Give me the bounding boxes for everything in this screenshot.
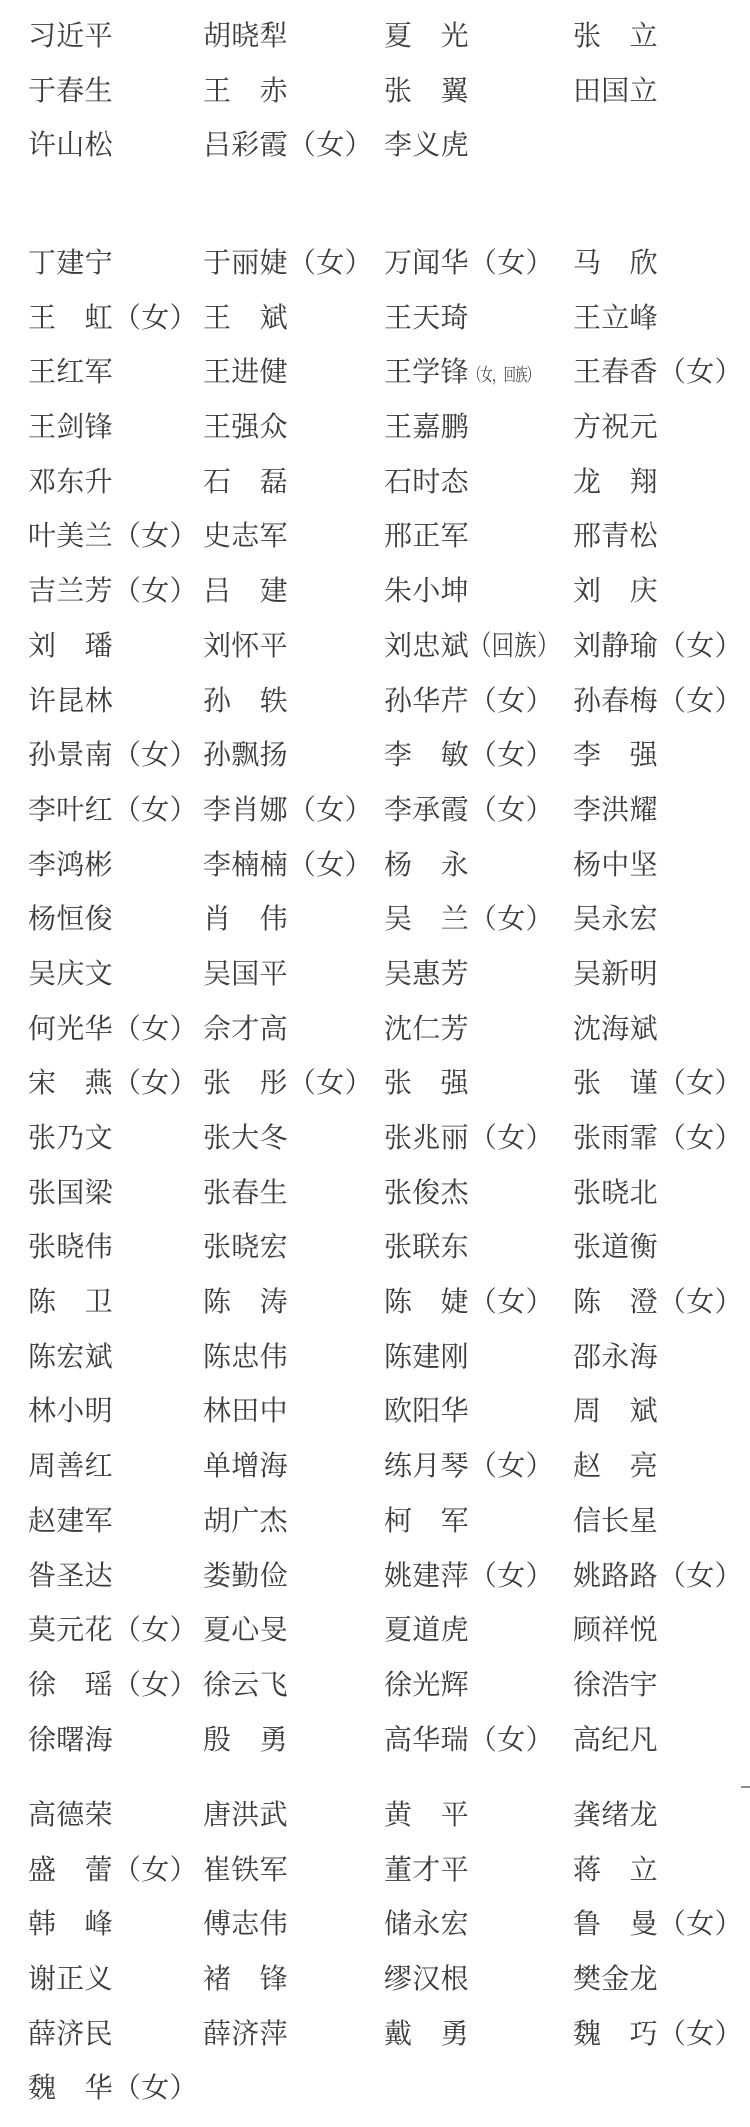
name-cell: 王进健 — [203, 357, 288, 389]
name-cell: 昝圣达 — [28, 1560, 113, 1592]
name-cell: 王立峰 — [573, 302, 658, 334]
name-cell: 佘才高 — [203, 1013, 288, 1045]
name-cell: 傅志伟 — [203, 1909, 288, 1941]
name-row — [0, 1724, 750, 1779]
name-row — [0, 630, 750, 685]
name-cell: 张 翼 — [384, 75, 469, 107]
name-cell: 陈 澄（女） — [573, 1287, 743, 1319]
name-cell: 陈宏斌 — [28, 1341, 113, 1373]
name-cell: 顾祥悦 — [573, 1615, 658, 1647]
name-cell: 胡晓犁 — [203, 21, 288, 52]
name-cell: 樊金龙 — [573, 1964, 658, 1996]
name-row — [0, 794, 750, 849]
name-row — [0, 2072, 750, 2127]
name-cell: 王天琦 — [384, 302, 469, 334]
name-cell: 宋 燕（女） — [28, 1068, 198, 1100]
name-row — [0, 1908, 750, 1963]
name-cell: 张乃文 — [28, 1123, 113, 1154]
name-row — [0, 2018, 750, 2073]
name-cell: 陈忠伟 — [203, 1341, 288, 1373]
name-cell: 吉兰芳（女） — [28, 576, 198, 608]
name-row — [0, 903, 750, 958]
name-cell: 王春香（女） — [573, 357, 743, 389]
name-cell: 夏心旻 — [203, 1615, 288, 1647]
name-cell: 陈 涛 — [203, 1287, 288, 1319]
name-cell: 徐浩宇 — [573, 1669, 658, 1701]
name-cell: 于丽婕（女） — [203, 248, 373, 279]
name-cell: 夏道虎 — [384, 1615, 469, 1647]
name-cell — [384, 630, 582, 663]
name-row — [0, 1560, 750, 1615]
scan-artifact — [741, 1786, 750, 1788]
name-cell: 史志军 — [203, 521, 288, 553]
name-cell: 田国立 — [573, 75, 658, 107]
name-cell: 王强众 — [203, 412, 288, 444]
name-cell: 许山松 — [28, 130, 113, 162]
name-cell: 高华瑞（女） — [384, 1724, 554, 1756]
name-annotation: （回族） — [468, 630, 560, 662]
name-cell: 缪汉根 — [384, 1964, 469, 1996]
name-cell: 刘 璠 — [28, 630, 113, 662]
name-cell: 李叶红（女） — [28, 794, 198, 826]
name-cell: 刘 庆 — [573, 576, 658, 608]
name-cell: 谢正义 — [28, 1964, 113, 1996]
name-cell: 殷 勇 — [203, 1724, 288, 1756]
name-cell: 黄 平 — [384, 1800, 469, 1831]
name-row — [0, 1799, 750, 1854]
name-cell: 徐 瑶（女） — [28, 1669, 198, 1701]
name-annotation: （女，回族） — [468, 365, 539, 386]
name-cell: 吴惠芳 — [384, 958, 469, 990]
name-cell: 董才平 — [384, 1854, 469, 1886]
name-cell: 朱小坤 — [384, 576, 469, 608]
name-row — [0, 1122, 750, 1177]
name-cell: 陈建刚 — [384, 1341, 469, 1373]
name-cell: 龙 翔 — [573, 466, 658, 498]
name-row — [0, 1669, 750, 1724]
name-cell: 张 谨（女） — [573, 1068, 743, 1100]
name-cell: 薛济民 — [28, 2018, 113, 2050]
name-cell: 单增海 — [203, 1451, 288, 1483]
name-cell: 莫元花（女） — [28, 1615, 198, 1647]
name-cell: 李承霞（女） — [384, 794, 554, 826]
name-cell: 孙春梅（女） — [573, 685, 743, 717]
name-cell: 李楠楠（女） — [203, 849, 373, 881]
name-cell: 王嘉鹏 — [384, 412, 469, 444]
name-cell: 石 磊 — [203, 466, 288, 498]
name-cell: 柯 军 — [384, 1505, 469, 1537]
name-cell: 杨中坚 — [573, 849, 658, 881]
name-cell: 李洪耀 — [573, 794, 658, 826]
name-cell: 徐光辉 — [384, 1669, 469, 1701]
name-cell: 许昆林 — [28, 685, 113, 717]
name-cell: 周 斌 — [573, 1396, 658, 1428]
name-row — [0, 75, 750, 130]
name-cell: 张 强 — [384, 1068, 469, 1100]
name-cell: 吴庆文 — [28, 958, 113, 990]
name-cell: 李肖娜（女） — [203, 794, 373, 826]
name-cell: 张 彤（女） — [203, 1068, 373, 1100]
name-cell: 王 虹（女） — [28, 302, 198, 334]
name-cell: 邵永海 — [573, 1341, 658, 1373]
name-cell: 吴 兰（女） — [384, 904, 554, 936]
name-row — [0, 411, 750, 466]
name-cell: 肖 伟 — [203, 904, 288, 936]
name-row — [0, 1450, 750, 1505]
name-cell: 夏 光 — [384, 21, 469, 52]
name-row — [0, 1231, 750, 1286]
name-cell: 万闻华（女） — [384, 248, 554, 279]
name-cell: 张 立 — [573, 21, 658, 52]
name-cell: 石时态 — [384, 466, 469, 498]
name-cell: 李鸿彬 — [28, 849, 113, 881]
name-cell: 蒋 立 — [573, 1854, 658, 1886]
name-cell: 刘静瑜（女） — [573, 630, 743, 662]
name-row — [0, 247, 750, 302]
name-cell: 杨 永 — [384, 849, 469, 881]
name-cell: 沈海斌 — [573, 1013, 658, 1045]
name-list-section-1 — [0, 20, 750, 184]
name-cell: 练月琴（女） — [384, 1451, 554, 1483]
name-cell: 张道衡 — [573, 1232, 658, 1264]
name-cell: 张春生 — [203, 1177, 288, 1209]
name-cell: 吴新明 — [573, 958, 658, 990]
name-cell: 张晓宏 — [203, 1232, 288, 1264]
name-cell: 鲁 曼（女） — [573, 1909, 743, 1941]
name-row — [0, 1505, 750, 1560]
name-cell: 唐洪武 — [203, 1800, 288, 1831]
name-row — [0, 20, 750, 75]
name-cell: 吴国平 — [203, 958, 288, 990]
name-cell: 孙 轶 — [203, 685, 288, 717]
name-list-section-2 — [0, 247, 750, 1778]
name-cell: 邢青松 — [573, 521, 658, 553]
name-row — [0, 849, 750, 904]
name-cell: 孙飘扬 — [203, 740, 288, 772]
name-cell: 姚路路（女） — [573, 1560, 743, 1592]
name-cell: 方祝元 — [573, 412, 658, 444]
name-row — [0, 1614, 750, 1669]
name-cell: 周善红 — [28, 1451, 113, 1483]
name-cell: 林小明 — [28, 1396, 113, 1428]
name-cell: 张国梁 — [28, 1177, 113, 1209]
name-cell: 李 敏（女） — [384, 740, 554, 772]
name-cell: 张晓北 — [573, 1177, 658, 1209]
name-row — [0, 1395, 750, 1450]
name-cell: 吴永宏 — [573, 904, 658, 936]
name-cell: 姚建萍（女） — [384, 1560, 554, 1592]
name-cell: 徐云飞 — [203, 1669, 288, 1701]
name-cell: 邢正军 — [384, 521, 469, 553]
name-cell: 于春生 — [28, 75, 113, 107]
name-cell: 徐曙海 — [28, 1724, 113, 1756]
name-row — [0, 575, 750, 630]
name-cell: 龚绪龙 — [573, 1800, 658, 1831]
name-row — [0, 1067, 750, 1122]
name-cell: 张俊杰 — [384, 1177, 469, 1209]
name-cell: 信长星 — [573, 1505, 658, 1537]
name-cell: 张联东 — [384, 1232, 469, 1264]
name-cell: 习近平 — [28, 21, 113, 52]
name-cell: 李 强 — [573, 740, 658, 772]
name-cell: 邓东升 — [28, 466, 113, 498]
name-cell: 孙景南（女） — [28, 740, 198, 772]
name-cell: 张雨霏（女） — [573, 1123, 743, 1154]
name-cell: 叶美兰（女） — [28, 521, 198, 553]
name-cell: 李义虎 — [384, 130, 469, 162]
name-cell: 褚 锋 — [203, 1964, 288, 1996]
name-row — [0, 958, 750, 1013]
name-cell: 王 斌 — [203, 302, 288, 334]
name-cell: 娄勤俭 — [203, 1560, 288, 1592]
name-cell: 魏 华（女） — [28, 2073, 198, 2105]
name-cell: 林田中 — [203, 1396, 288, 1428]
name-cell: 高纪凡 — [573, 1724, 658, 1756]
name-row — [0, 1341, 750, 1396]
person-name: 王学锋 — [384, 357, 469, 389]
name-cell: 韩 峰 — [28, 1909, 113, 1941]
name-cell: 马 欣 — [573, 248, 658, 279]
name-cell — [384, 356, 571, 392]
name-cell: 盛 蕾（女） — [28, 1854, 198, 1886]
name-list-section-3 — [0, 1799, 750, 2127]
name-cell: 陈 婕（女） — [384, 1287, 554, 1319]
name-cell: 高德荣 — [28, 1800, 113, 1831]
name-cell: 王剑锋 — [28, 412, 113, 444]
name-row — [0, 1177, 750, 1232]
name-row — [0, 520, 750, 575]
name-row — [0, 356, 750, 411]
name-row — [0, 685, 750, 740]
name-cell: 杨恒俊 — [28, 904, 113, 936]
person-name: 刘忠斌 — [384, 630, 469, 662]
name-cell: 薛济萍 — [203, 2018, 288, 2050]
name-row — [0, 1963, 750, 2018]
name-cell: 吕 建 — [203, 576, 288, 608]
name-cell: 储永宏 — [384, 1909, 469, 1941]
name-cell: 张大冬 — [203, 1123, 288, 1154]
name-cell: 沈仁芳 — [384, 1013, 469, 1045]
name-cell: 孙华芹（女） — [384, 685, 554, 717]
name-row — [0, 1286, 750, 1341]
name-cell: 陈 卫 — [28, 1287, 113, 1319]
name-cell: 赵建军 — [28, 1505, 113, 1537]
name-row — [0, 739, 750, 794]
name-cell: 吕彩霞（女） — [203, 130, 373, 162]
name-cell: 王 赤 — [203, 75, 288, 107]
name-cell: 戴 勇 — [384, 2018, 469, 2050]
name-cell: 王红军 — [28, 357, 113, 389]
name-row — [0, 1013, 750, 1068]
name-cell: 崔铁军 — [203, 1854, 288, 1886]
name-cell: 刘怀平 — [203, 630, 288, 662]
name-cell: 何光华（女） — [28, 1013, 198, 1045]
name-cell: 张晓伟 — [28, 1232, 113, 1264]
name-row — [0, 302, 750, 357]
name-row — [0, 129, 750, 184]
name-cell: 赵 亮 — [573, 1451, 658, 1483]
name-cell: 丁建宁 — [28, 248, 113, 279]
name-row — [0, 1854, 750, 1909]
name-cell: 张兆丽（女） — [384, 1123, 554, 1154]
name-row — [0, 466, 750, 521]
name-cell: 胡广杰 — [203, 1505, 288, 1537]
name-cell: 魏 巧（女） — [573, 2018, 743, 2050]
name-cell: 欧阳华 — [384, 1396, 469, 1428]
